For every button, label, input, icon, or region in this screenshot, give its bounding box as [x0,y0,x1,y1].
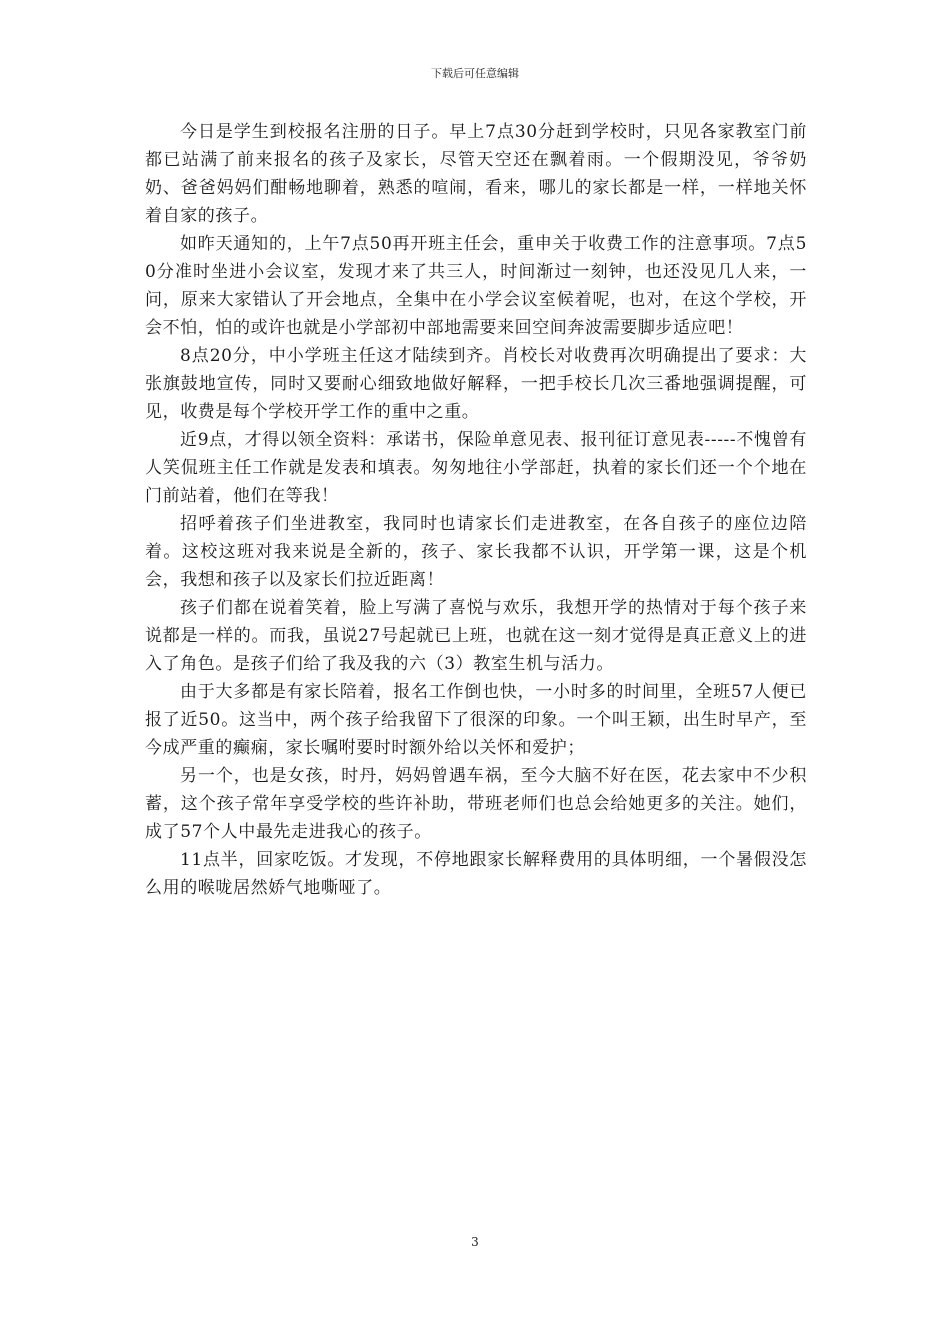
paragraph-3: 8点20分，中小学班主任这才陆续到齐。肖校长对收费再次明确提出了要求：大张旗鼓地宣传，同时又要耐心细致地做好解释，一把手校长几次三番地强调提醒，可见，收费是每个学校开学工作的重中之重。 [145,346,807,422]
paragraph-8: 另一个，也是女孩，时丹，妈妈曾遇车祸，至今大脑不好在医，花去家中不少积蓄，这个孩子常年享受学校的些许补助，带班老师们也总会给她更多的关注。她们，成了57个人中最先走进我心的孩子。 [145,766,807,842]
paragraph-4: 近9点，才得以领全资料：承诺书，保险单意见表、报刊征订意见表-----不愧曾有人笑侃班主任工作就是发表和填表。匆匆地往小学部赶，执着的家长们还一个个地在门前站着，他们在等我！ [145,430,807,506]
paragraph-1: 今日是学生到校报名注册的日子。早上7点30分赶到学校时，只见各家教室门前都已站满了前来报名的孩子及家长，尽管天空还在飘着雨。一个假期没见，爷爷奶奶、爸爸妈妈们酣畅地聊着，熟悉的喧闹，看来，哪儿的家长都是一样，一样地关怀着自家的孩子。 [145,122,807,226]
paragraph-2: 如昨天通知的，上午7点50再开班主任会，重申关于收费工作的注意事项。7点50分准时坐进小会议室，发现才来了共三人，时间渐过一刻钟，也还没见几人来，一问，原来大家错认了开会地点，全集中在小学会议室候着呢，也对，在这个学校，开会不怕，怕的或许也就是小学部初中部地需要来回空间奔波需要脚步适应吧！ [145,234,807,338]
document-body [145,118,807,902]
page-header: 下载后可任意编辑 [431,67,519,80]
paragraph-7: 由于大多都是有家长陪着，报名工作倒也快，一小时多的时间里，全班57人便已报了近50。这当中，两个孩子给我留下了很深的印象。一个叫王颖，出生时早产，至今成严重的癫痫，家长嘱咐要时时额外给以关怀和爱护； [145,682,807,758]
paragraph-5: 招呼着孩子们坐进教室，我同时也请家长们走进教室，在各自孩子的座位边陪着。这校这班对我来说是全新的，孩子、家长我都不认识，开学第一课，这是个机会，我想和孩子以及家长们拉近距离！ [145,514,807,590]
page-number: 3 [471,1235,479,1249]
paragraph-6: 孩子们都在说着笑着，脸上写满了喜悦与欢乐，我想开学的热情对于每个孩子来说都是一样的。而我，虽说27号起就已上班，也就在这一刻才觉得是真正意义上的进入了角色。是孩子们给了我及我的六（3）教室生机与活力。 [145,598,807,674]
paragraph-9: 11点半，回家吃饭。才发现，不停地跟家长解释费用的具体明细，一个暑假没怎么用的喉咙居然娇气地嘶哑了。 [145,850,807,898]
